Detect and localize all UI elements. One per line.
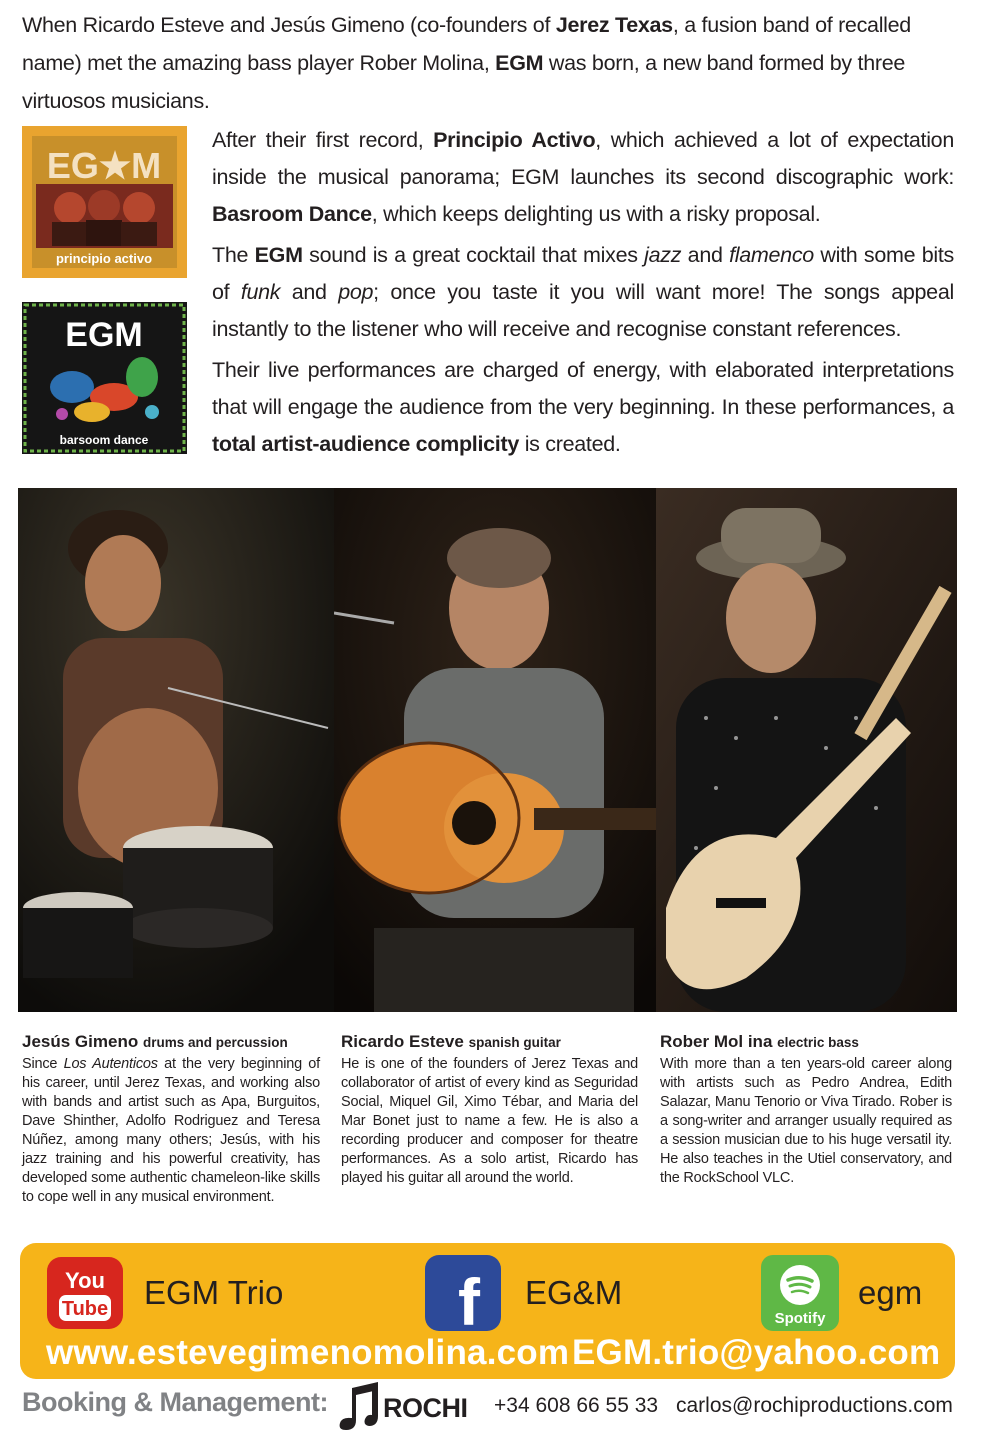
paragraph-live bbox=[212, 352, 954, 463]
bio-jesus-gimeno bbox=[22, 1032, 320, 1207]
intro-text bbox=[22, 6, 954, 120]
genre-funk: funk bbox=[240, 280, 281, 304]
youtube-link[interactable] bbox=[47, 1257, 123, 1334]
photo-ricardo-esteve bbox=[334, 488, 656, 1012]
text-part: After their first record, bbox=[212, 128, 434, 152]
spotify-artist-label[interactable]: egm bbox=[858, 1274, 923, 1311]
highlight-complicity: total artist-audience complicity bbox=[212, 432, 520, 456]
musician-role: drums and percussion bbox=[142, 1035, 288, 1050]
paragraph-records bbox=[212, 122, 954, 233]
cover-title-text: principio activo bbox=[55, 251, 153, 266]
contact-band bbox=[20, 1243, 955, 1379]
spotify-link[interactable] bbox=[761, 1255, 839, 1336]
website-link[interactable]: www.estevegimenomolina.com bbox=[46, 1333, 570, 1372]
bio-rober-molina bbox=[660, 1032, 952, 1188]
text-part: is created. bbox=[519, 432, 621, 456]
intro-paragraph bbox=[22, 6, 954, 120]
genre-pop: pop bbox=[338, 280, 374, 304]
musician-role: spanish guitar bbox=[468, 1035, 561, 1050]
booking-label: Booking & Management: bbox=[22, 1387, 329, 1417]
text-part: ; once you taste it you will want more! The songs appeal instantly to the listener who will receive and recognise constant references. bbox=[212, 280, 954, 341]
bio-heading bbox=[660, 1032, 952, 1053]
bio-text-part: Since bbox=[22, 1056, 64, 1072]
bio-text-part: at the very beginning of his career, until Jerez Texas, and working also with bands and artist such as Apa, Burguitos, Dave Shinther, Adolfo Rodriguez and Teresa Núñez, among many others; Jesús, with his jazz training and his powerful creativity, has developed some authentic chameleon-like skills to cope well in any musical environment. bbox=[22, 1056, 320, 1205]
cover-logo-text: EG★M bbox=[46, 145, 162, 186]
email-link[interactable]: EGM.trio@yahoo.com bbox=[572, 1333, 941, 1372]
band-name-los-autenticos: Los Autenticos bbox=[63, 1056, 158, 1072]
facebook-icon bbox=[425, 1255, 501, 1331]
album-cover-barsoom-dance bbox=[22, 302, 187, 454]
cover-title-text: barsoom dance bbox=[59, 433, 149, 447]
band-name-egm: EGM bbox=[254, 243, 303, 267]
intro-text-part: When Ricardo Esteve and Jesús Gimeno (co-founders of bbox=[22, 13, 556, 37]
guitarist-illustration bbox=[334, 488, 656, 1012]
text-part: and bbox=[681, 243, 730, 267]
facebook-page-label[interactable]: EG&M bbox=[525, 1274, 623, 1311]
bio-text: With more than a ten years-old career along with artists such as Pedro Andrea, Edith Salazar, Manu Tenorio or Viva Tirado. Rober is a song-writer and arranger usually required as a session musician due to his huge versatil ity. He also teaches in the Utiel conservatory, and the RockSchool VLC. bbox=[660, 1056, 952, 1186]
bio-heading bbox=[341, 1032, 638, 1053]
bassist-illustration bbox=[656, 488, 957, 1012]
album-name-basroom-dance: Basroom Dance bbox=[212, 202, 372, 226]
album-cover-art bbox=[22, 302, 187, 454]
booking-phone[interactable]: +34 608 66 55 33 bbox=[494, 1394, 659, 1417]
band-name-egm: EGM bbox=[495, 51, 544, 75]
band-photos bbox=[18, 488, 957, 1012]
rochi-music-note-icon bbox=[338, 1380, 382, 1432]
text-part: , which achieved a lot of expectation inside the musical panorama; EGM launches its second discographic work: bbox=[212, 128, 954, 189]
album-name-principio-activo: Principio Activo bbox=[433, 128, 596, 152]
paragraph-sound bbox=[212, 237, 954, 348]
bio-text: He is one of the founders of Jerez Texas and collaborator of artist of every kind as Seguridad Social, Miquel Gil, Ximo Tébar, and Maria del Mar Bonet just to name a few. He is also a recording producer and composer for theatre performances. As a solo artist, Ricardo has played his guitar all around the world. bbox=[341, 1056, 638, 1186]
youtube-icon-top-text: You bbox=[65, 1268, 105, 1293]
album-cover-art bbox=[22, 126, 187, 278]
youtube-icon-bottom-text: Tube bbox=[61, 1298, 109, 1320]
musician-name: Rober Mol ina bbox=[660, 1032, 773, 1051]
youtube-icon bbox=[47, 1257, 123, 1329]
intro-text-part: was born, a new band formed by three virtuosos musicians. bbox=[22, 51, 906, 113]
musician-name: Jesús Gimeno bbox=[22, 1032, 139, 1051]
spotify-icon-text: Spotify bbox=[774, 1310, 826, 1327]
bio-heading bbox=[22, 1032, 320, 1053]
text-part: The bbox=[212, 243, 255, 267]
youtube-channel-label[interactable]: EGM Trio bbox=[144, 1274, 284, 1311]
album-cover-principio-activo bbox=[22, 126, 187, 278]
intro-text-part: , a fusion band of recalled name) met the amazing bass player Rober Molina, bbox=[22, 13, 911, 75]
text-part: sound is a great cocktail that mixes bbox=[302, 243, 645, 267]
description-column bbox=[212, 122, 954, 467]
musician-role: electric bass bbox=[777, 1035, 859, 1050]
cover-logo-text: EGM bbox=[65, 316, 143, 354]
band-name-jerez-texas: Jerez Texas bbox=[555, 13, 673, 37]
musician-name: Ricardo Esteve bbox=[341, 1032, 464, 1051]
genre-jazz: jazz bbox=[644, 243, 682, 267]
text-part: , which keeps delighting us with a risky proposal. bbox=[371, 202, 821, 226]
genre-flamenco: flamenco bbox=[729, 243, 814, 267]
rochi-brand: ROCHI bbox=[383, 1393, 468, 1423]
photo-rober-molina bbox=[656, 488, 957, 1012]
spotify-icon bbox=[761, 1255, 839, 1331]
facebook-link[interactable] bbox=[425, 1255, 501, 1336]
drummer-illustration bbox=[18, 488, 334, 1012]
text-part: and bbox=[280, 280, 339, 304]
bio-text bbox=[22, 1055, 320, 1207]
bio-ricardo-esteve bbox=[341, 1032, 638, 1188]
facebook-icon-letter: f bbox=[458, 1265, 480, 1331]
text-part: with some bits of bbox=[212, 243, 955, 304]
text-part: Their live performances are charged of energy, with elaborated interpretations that will engage the audience from the very beginning. In these performances, a bbox=[212, 358, 954, 419]
photo-jesus-gimeno bbox=[18, 488, 334, 1012]
booking-email[interactable]: carlos@rochiproductions.com bbox=[676, 1394, 953, 1417]
